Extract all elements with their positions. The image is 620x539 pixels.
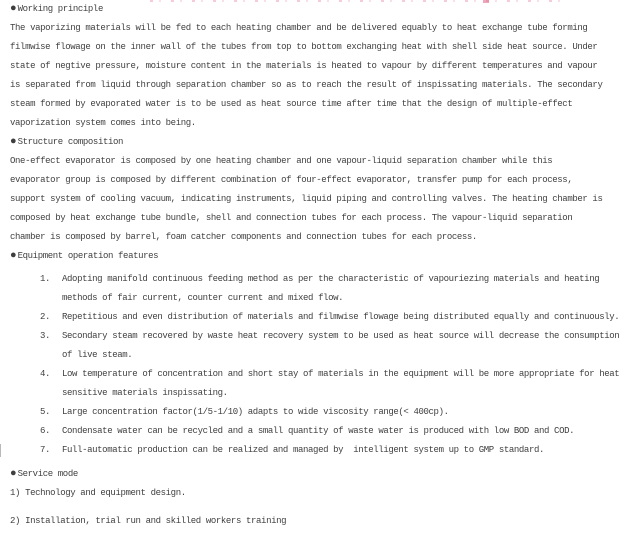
list-item-line: Full-automatic production can be realized and managed by intelligent system up to GMP standard.	[62, 445, 545, 455]
paragraph-line: support system of cooling vacuum, indicating instruments, liquid piping and controlling valves. The heating chamber is	[10, 194, 603, 204]
list-item-number: 1.	[40, 274, 51, 284]
list-item-number: 2.	[40, 312, 51, 322]
list-item-line: methods of fair current, counter current and mixed flow.	[62, 293, 344, 303]
paragraph-line: vaporization system comes into being.	[10, 118, 196, 128]
left-edge-artifact	[0, 444, 1, 457]
service-item: 2) Installation, trial run and skilled workers training	[10, 516, 287, 526]
list-item-number: 3.	[40, 331, 51, 341]
list-item	[40, 327, 620, 365]
bullet-icon: ●	[10, 250, 17, 262]
bullet-icon: ●	[10, 468, 17, 480]
service-item: 1) Technology and equipment design.	[10, 488, 186, 498]
list-item-text	[62, 365, 620, 403]
paragraph-line: filmwise flowage on the inner wall of the tubes from top to bottom exchanging heat with shell side heat source. Under	[10, 42, 598, 52]
heading-text: Equipment operation features	[17, 251, 159, 261]
clipped-red-text-artifact	[150, 0, 562, 2]
clipped-red-text-artifact-dot	[483, 0, 489, 3]
paragraph-line: One-effect evaporator is composed by one heating chamber and one vapour-liquid separation chamber while this	[10, 156, 553, 166]
list-item	[40, 403, 620, 422]
section-service-mode	[10, 465, 620, 531]
paragraph-line: evaporator group is composed by different combination of four-effect evaporator, transfer pump for each process,	[10, 175, 573, 185]
list-item-number: 7.	[40, 445, 51, 455]
section-structure-composition	[10, 133, 620, 247]
list-item	[40, 270, 620, 308]
list-item-line: Adopting manifold continuous feeding method as per the characteristic of vapouriezing materials and heating	[62, 274, 600, 284]
list-item-text	[62, 327, 620, 365]
list-item-text	[62, 308, 620, 327]
features-list	[10, 270, 620, 460]
list-item-text	[62, 270, 620, 308]
list-item	[40, 422, 620, 441]
list-item-text	[62, 403, 620, 422]
paragraph-line: is separated from liquid through separation chamber so as to reach the result of inspissating materials. The secondary	[10, 80, 603, 90]
list-item-number: 6.	[40, 426, 51, 436]
list-item-line: Low temperature of concentration and short stay of materials in the equipment will be more appropriate for heat	[62, 369, 620, 379]
list-item-line: Condensate water can be recycled and a small quantity of waste water is produced with low BOD and COD.	[62, 426, 575, 436]
paragraph-line: composed by heat exchange tube bundle, shell and connection tubes for each process. The vapour-liquid separation	[10, 213, 573, 223]
list-item	[40, 308, 620, 327]
list-item-line: Repetitious and even distribution of materials and filmwise flowage being distributed equally and continuously.	[62, 312, 620, 322]
list-item-number: 5.	[40, 407, 51, 417]
section-working-principle	[10, 0, 620, 133]
list-item-line: Secondary steam recovered by waste heat recovery system to be used as heat source will decrease the consumption	[62, 331, 620, 341]
working-principle-heading	[10, 0, 620, 19]
list-item-line: of live steam.	[62, 350, 133, 360]
list-item-text	[62, 441, 620, 460]
list-item	[40, 365, 620, 403]
list-item	[40, 441, 620, 460]
list-item-line: Large concentration factor(1/5-1/10) adapts to wide viscosity range(< 400cp).	[62, 407, 449, 417]
equipment-operation-features-heading	[10, 247, 620, 266]
structure-composition-heading	[10, 133, 620, 152]
paragraph-line: chamber is composed by barrel, foam catcher components and connection tubes for each process.	[10, 232, 477, 242]
paragraph-line: state of negtive pressure, moisture content in the materials is heated to vapour by different temperatures and vapour	[10, 61, 598, 71]
paragraph-line: steam formed by evaporated water is to be used as heat source time after time that the design of multiple-effect	[10, 99, 573, 109]
section-equipment-operation-features	[10, 247, 620, 460]
list-item-text	[62, 422, 620, 441]
bullet-icon: ●	[10, 3, 17, 15]
paragraph-line: The vaporizing materials will be fed to each heating chamber and be delivered equably to heat exchange tube forming	[10, 23, 588, 33]
heading-text: Working principle	[17, 4, 103, 14]
list-item-number: 4.	[40, 369, 51, 379]
service-mode-heading	[10, 465, 620, 484]
bullet-icon: ●	[10, 136, 17, 148]
heading-text: Structure composition	[17, 137, 124, 147]
heading-text: Service mode	[17, 469, 78, 479]
list-item-line: sensitive materials inspissating.	[62, 388, 228, 398]
